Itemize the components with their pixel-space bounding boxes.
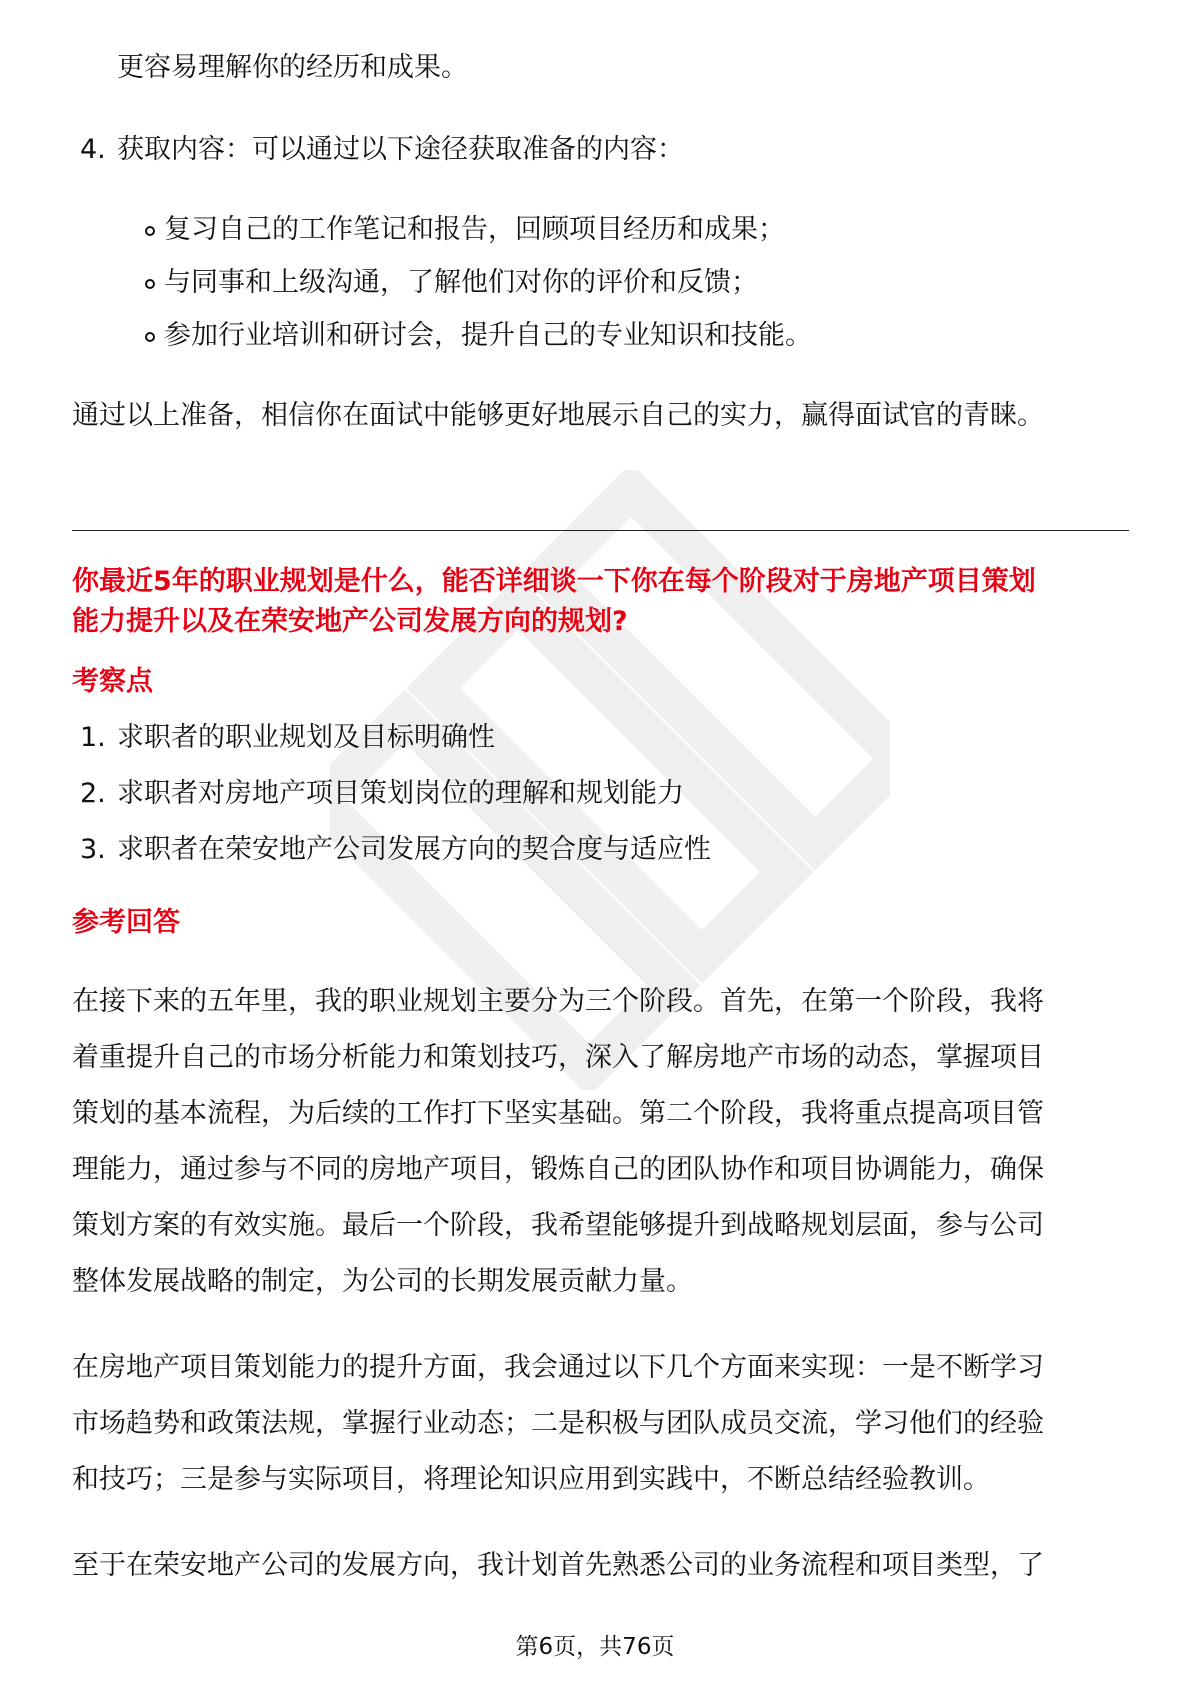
sub-list-item: 复习自己的工作笔记和报告，回顾项目经历和成果； xyxy=(164,214,785,245)
exam-point-item: 求职者在荣安地产公司发展方向的契合度与适应性 xyxy=(117,834,711,865)
answer-paragraph-1-line: 在接下来的五年里，我的职业规划主要分为三个阶段。首先，在第一个阶段，我将 xyxy=(72,986,1044,1017)
list-number-4: 4. xyxy=(80,134,106,165)
question-line-2: 能力提升以及在荣安地产公司发展方向的规划? xyxy=(72,606,628,637)
answer-paragraph-1-line: 整体发展战略的制定，为公司的长期发展贡献力量。 xyxy=(72,1266,693,1297)
list-number: 2. xyxy=(80,778,106,809)
sub-list-item: 参加行业培训和研讨会，提升自己的专业知识和技能。 xyxy=(164,320,812,351)
list-number: 1. xyxy=(80,722,106,753)
answer-paragraph-1-line: 策划的基本流程，为后续的工作打下坚实基础。第二个阶段，我将重点提高项目管 xyxy=(72,1098,1044,1129)
answer-paragraph-2-line: 市场趋势和政策法规，掌握行业动态；二是积极与团队成员交流，学习他们的经验 xyxy=(72,1408,1044,1439)
page-number-footer: 第6页，共76页 xyxy=(515,1634,675,1660)
bullet-icon xyxy=(145,226,155,236)
exam-points-heading: 考察点 xyxy=(72,666,153,697)
answer-paragraph-3-line: 至于在荣安地产公司的发展方向，我计划首先熟悉公司的业务流程和项目类型，了 xyxy=(72,1550,1044,1581)
reference-answer-heading: 参考回答 xyxy=(72,907,180,938)
answer-paragraph-1-line: 策划方案的有效实施。最后一个阶段，我希望能够提升到战略规划层面，参与公司 xyxy=(72,1210,1044,1241)
answer-paragraph-1-line: 理能力，通过参与不同的房地产项目，锻炼自己的团队协作和项目协调能力，确保 xyxy=(72,1154,1044,1185)
list-item-4-text: 获取内容：可以通过以下途径获取准备的内容： xyxy=(117,134,684,165)
conclusion-paragraph: 通过以上准备，相信你在面试中能够更好地展示自己的实力，赢得面试官的青睐。 xyxy=(72,400,1044,431)
section-divider xyxy=(72,530,1129,531)
answer-paragraph-2-line: 和技巧；三是参与实际项目，将理论知识应用到实践中，不断总结经验教训。 xyxy=(72,1464,990,1495)
answer-paragraph-1-line: 着重提升自己的市场分析能力和策划技巧，深入了解房地产市场的动态，掌握项目 xyxy=(72,1042,1044,1073)
sub-list-item: 与同事和上级沟通，了解他们对你的评价和反馈； xyxy=(164,267,758,298)
continuation-text: 更容易理解你的经历和成果。 xyxy=(117,52,468,83)
question-line-1: 你最近5年的职业规划是什么，能否详细谈一下你在每个阶段对于房地产项目策划 xyxy=(72,566,1036,597)
bullet-icon xyxy=(145,279,155,289)
exam-point-item: 求职者的职业规划及目标明确性 xyxy=(117,722,495,753)
answer-paragraph-2-line: 在房地产项目策划能力的提升方面，我会通过以下几个方面来实现：一是不断学习 xyxy=(72,1352,1044,1383)
exam-point-item: 求职者对房地产项目策划岗位的理解和规划能力 xyxy=(117,778,684,809)
list-number: 3. xyxy=(80,834,106,865)
bullet-icon xyxy=(145,332,155,342)
